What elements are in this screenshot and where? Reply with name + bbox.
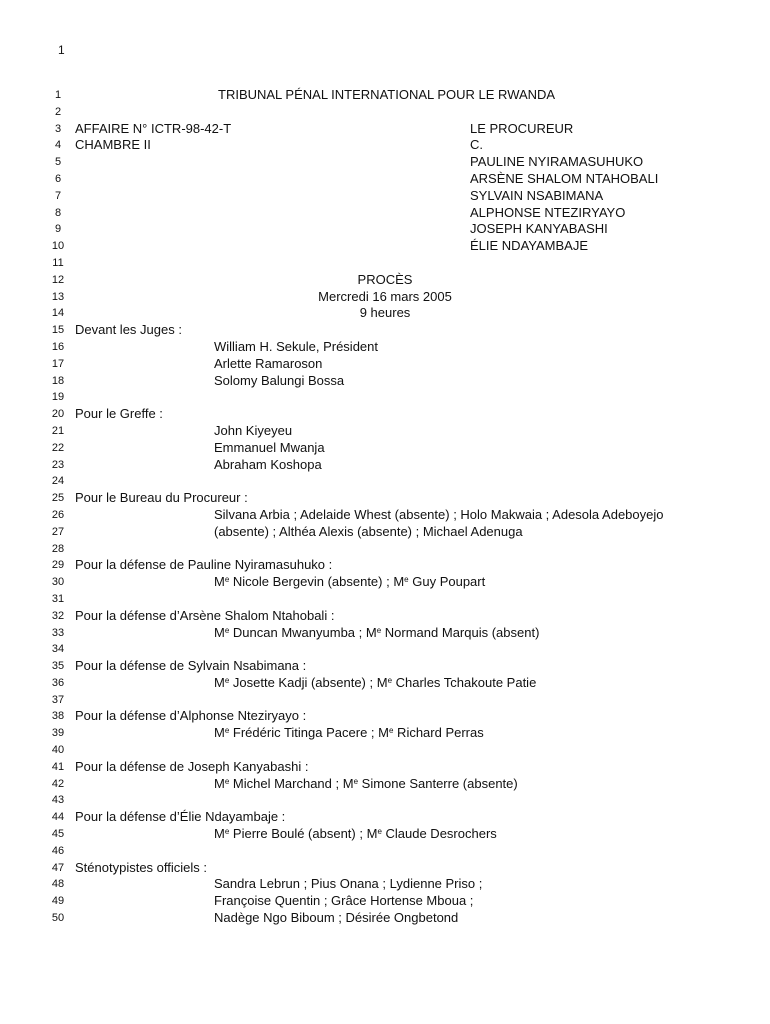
line-number: 20 (51, 408, 65, 421)
line-number: 25 (51, 492, 65, 505)
line-46 (0, 843, 770, 860)
counsel-name: Claude Desrochers (381, 826, 497, 842)
line-33 (0, 625, 770, 642)
stenographers-line: Sandra Lebrun ; Pius Onana ; Lydienne Priso ; (214, 876, 483, 892)
line-45 (0, 826, 770, 843)
judge-name: Solomy Balungi Bossa (214, 372, 345, 388)
line-27 (0, 524, 770, 541)
line-number: 30 (51, 576, 65, 589)
line-number: 2 (54, 105, 62, 118)
line-29 (0, 557, 770, 574)
defense-label: Pour la défense de Joseph Kanyabashi : (75, 758, 309, 774)
line-3 (0, 121, 770, 138)
counsel-prefix-suffix: e (404, 575, 409, 585)
line-13 (0, 289, 770, 306)
line-number: 7 (54, 189, 62, 202)
transcript-body (0, 87, 770, 927)
line-12 (0, 272, 770, 289)
line-number: 35 (51, 660, 65, 673)
judge-name: William H. Sekule, Président (214, 338, 378, 354)
counsel-prefix-suffix: e (224, 575, 230, 585)
line-4 (0, 137, 770, 154)
line-44 (0, 809, 770, 826)
line-25 (0, 490, 770, 507)
counsel-prefix: M (393, 574, 405, 590)
line-number: 13 (51, 290, 65, 303)
line-number: 6 (54, 172, 62, 185)
line-40 (0, 742, 770, 759)
line-number: 17 (51, 357, 65, 370)
counsel-prefix-suffix: e (224, 827, 230, 837)
line-32 (0, 608, 770, 625)
counsel-prefix-suffix: e (224, 776, 230, 786)
line-9 (0, 221, 770, 238)
line-number: 14 (51, 307, 65, 320)
line-1 (0, 87, 770, 104)
counsel-name: Normand Marquis (absent) (381, 624, 540, 640)
line-31 (0, 591, 770, 608)
line-19 (0, 389, 770, 406)
line-number: 8 (54, 206, 62, 219)
defense-counsel (214, 625, 539, 642)
stenographers-label: Sténotypistes officiels : (75, 859, 207, 875)
counsel-prefix: M (365, 624, 377, 640)
defense-counsel (214, 574, 485, 591)
counsel-prefix: M (366, 826, 378, 842)
line-48 (0, 876, 770, 893)
line-11 (0, 255, 770, 272)
line-17 (0, 356, 770, 373)
line-26 (0, 507, 770, 524)
line-43 (0, 792, 770, 809)
line-6 (0, 171, 770, 188)
line-35 (0, 658, 770, 675)
line-37 (0, 692, 770, 709)
line-number: 18 (51, 374, 65, 387)
counsel-prefix: M (342, 775, 354, 791)
line-38 (0, 708, 770, 725)
versus: C. (470, 137, 483, 153)
registry-label: Pour le Greffe : (75, 406, 163, 422)
counsel-prefix-suffix: e (376, 625, 382, 635)
counsel-prefix-suffix: e (224, 726, 230, 736)
defense-label: Pour la défense d’Arsène Shalom Ntahobali : (75, 607, 335, 623)
line-10 (0, 238, 770, 255)
line-number: 37 (51, 693, 65, 706)
line-number: 47 (51, 861, 65, 874)
counsel-prefix-suffix: e (224, 675, 230, 685)
line-21 (0, 423, 770, 440)
line-23 (0, 457, 770, 474)
line-number: 38 (51, 710, 65, 723)
counsel-prefix: M (214, 725, 225, 741)
counsel-prefix: M (214, 674, 225, 690)
line-number: 3 (54, 122, 62, 135)
line-number: 50 (51, 912, 65, 925)
defense-counsel (214, 725, 484, 742)
session-title: PROCÈS (357, 271, 413, 287)
accused-name: JOSEPH KANYABASHI (470, 221, 608, 237)
line-number: 36 (51, 676, 65, 689)
line-number: 23 (51, 458, 65, 471)
line-number: 41 (51, 760, 65, 773)
line-16 (0, 339, 770, 356)
registry-name: Abraham Koshopa (214, 456, 322, 472)
line-number: 31 (51, 592, 65, 605)
defense-label: Pour la défense d’Élie Ndayambaje : (75, 809, 286, 825)
line-number: 39 (51, 727, 65, 740)
counsel-name: Duncan Mwanyumba ; (229, 624, 366, 640)
line-number: 11 (52, 256, 64, 269)
line-49 (0, 893, 770, 910)
judge-name: Arlette Ramaroson (214, 355, 323, 371)
line-number: 42 (51, 777, 65, 790)
line-number: 32 (51, 609, 65, 622)
line-number: 49 (51, 895, 65, 908)
line-42 (0, 776, 770, 793)
line-number: 1 (54, 89, 62, 101)
counsel-name: Richard Perras (393, 725, 484, 741)
line-number: 28 (51, 542, 65, 555)
line-number: 9 (54, 223, 62, 236)
line-number: 16 (51, 340, 65, 353)
line-number: 19 (51, 391, 65, 404)
line-number: 21 (51, 424, 65, 437)
line-number: 33 (51, 626, 65, 639)
session-time: 9 heures (359, 305, 411, 321)
prosecutor-heading: LE PROCUREUR (470, 120, 574, 136)
line-18 (0, 373, 770, 390)
line-number: 15 (51, 324, 65, 337)
line-50 (0, 910, 770, 927)
line-41 (0, 759, 770, 776)
counsel-name: Frédéric Titinga Pacere ; (229, 725, 379, 741)
line-number: 26 (51, 508, 65, 521)
line-number: 44 (51, 811, 65, 824)
line-28 (0, 541, 770, 558)
counsel-prefix: M (214, 826, 225, 842)
line-number: 34 (51, 643, 65, 656)
prosecution-label: Pour le Bureau du Procureur : (75, 490, 248, 506)
registry-name: Emmanuel Mwanja (214, 439, 325, 455)
line-number: 43 (51, 794, 65, 807)
line-number: 27 (51, 525, 65, 538)
counsel-prefix-suffix: e (224, 625, 230, 635)
line-number: 22 (51, 441, 65, 454)
line-number: 40 (51, 744, 65, 757)
defense-label: Pour la défense de Sylvain Nsabimana : (75, 658, 307, 674)
stenographers-line: Françoise Quentin ; Grâce Hortense Mboua ; (214, 893, 474, 909)
line-47 (0, 860, 770, 877)
counsel-name: Michel Marchand ; (229, 775, 343, 791)
counsel-prefix-suffix: e (377, 827, 382, 837)
counsel-name: Guy Poupart (408, 574, 486, 590)
line-20 (0, 406, 770, 423)
counsel-prefix-suffix: e (353, 776, 359, 786)
line-number: 5 (54, 156, 62, 169)
defense-label: Pour la défense de Pauline Nyiramasuhuko : (75, 557, 333, 573)
counsel-prefix-suffix: e (387, 675, 393, 685)
line-number: 29 (51, 559, 65, 572)
line-number: 12 (51, 273, 65, 286)
defense-counsel (214, 776, 518, 793)
line-number: 4 (54, 139, 62, 152)
line-number: 46 (51, 844, 65, 857)
line-number: 48 (51, 878, 65, 891)
line-22 (0, 440, 770, 457)
counsel-prefix: M (376, 674, 388, 690)
accused-name: PAULINE NYIRAMASUHUKO (470, 154, 644, 170)
counsel-prefix: M (214, 624, 225, 640)
counsel-name: Nicole Bergevin (absente) ; (229, 574, 394, 590)
line-36 (0, 675, 770, 692)
counsel-name: Pierre Boulé (absent) ; (229, 826, 367, 842)
tribunal-title: TRIBUNAL PÉNAL INTERNATIONAL POUR LE RWANDA (218, 87, 556, 102)
defense-counsel (214, 826, 497, 843)
line-24 (0, 473, 770, 490)
counsel-prefix-suffix: e (388, 726, 394, 736)
registry-name: John Kiyeyeu (214, 422, 293, 438)
prosecution-line: Silvana Arbia ; Adelaide Whest (absente) ; Holo Makwaia ; Adesola Adeboyejo (214, 506, 664, 522)
line-30 (0, 574, 770, 591)
defense-counsel (214, 675, 536, 692)
line-34 (0, 641, 770, 658)
counsel-name: Josette Kadji (absente) ; (229, 674, 377, 690)
line-15 (0, 322, 770, 339)
line-2 (0, 104, 770, 121)
accused-name: ÉLIE NDAYAMBAJE (470, 238, 588, 254)
session-date: Mercredi 16 mars 2005 (318, 288, 452, 304)
line-number: 45 (51, 828, 65, 841)
case-number: AFFAIRE N° ICTR-98-42-T (75, 120, 232, 136)
counsel-name: Charles Tchakoute Patie (392, 674, 537, 690)
accused-name: ARSÈNE SHALOM NTAHOBALI (470, 170, 659, 186)
accused-name: SYLVAIN NSABIMANA (470, 187, 604, 203)
counsel-prefix: M (214, 775, 225, 791)
line-number: 24 (51, 475, 65, 488)
counsel-name: Simone Santerre (absente) (358, 775, 518, 791)
line-7 (0, 188, 770, 205)
prosecution-line: (absente) ; Althéa Alexis (absente) ; Michael Adenuga (214, 523, 523, 539)
line-5 (0, 154, 770, 171)
line-39 (0, 725, 770, 742)
accused-name: ALPHONSE NTEZIRYAYO (470, 204, 626, 220)
page-number: 1 (58, 43, 65, 57)
counsel-prefix: M (378, 725, 389, 741)
judges-label: Devant les Juges : (75, 322, 182, 338)
line-8 (0, 205, 770, 222)
line-number: 10 (51, 240, 65, 253)
chamber: CHAMBRE II (75, 137, 151, 153)
defense-label: Pour la défense d’Alphonse Nteziryayo : (75, 708, 307, 724)
counsel-prefix: M (214, 574, 225, 590)
line-14 (0, 305, 770, 322)
stenographers-line: Nadège Ngo Biboum ; Désirée Ongbetond (214, 910, 459, 926)
